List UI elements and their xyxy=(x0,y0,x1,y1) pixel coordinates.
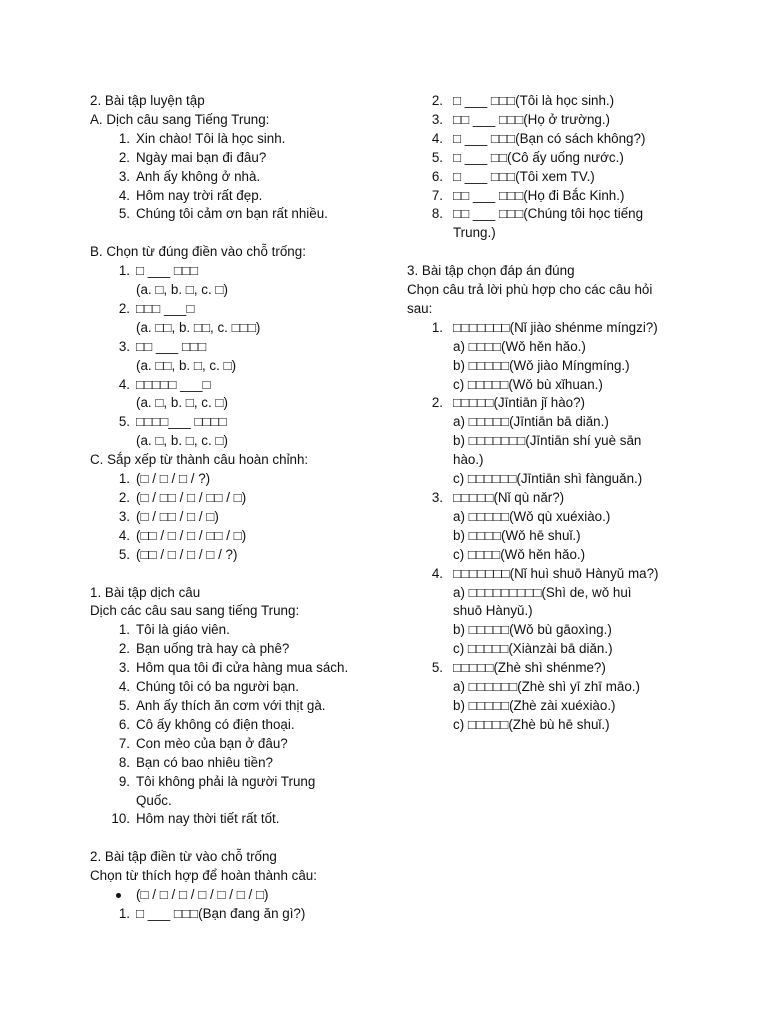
list-item: 2. □□□ ___□ (a. □□, b. □□, c. □□□) xyxy=(118,300,261,335)
list-item: 10. Hôm nay thời tiết rất tốt. xyxy=(111,811,280,827)
answer-option-cont: shuō Hànyǔ.) xyxy=(453,603,533,619)
list-item: 2. Ngày mai bạn đi đâu? xyxy=(118,149,267,165)
answer-option-cont: hào.) xyxy=(453,452,484,468)
section-a-subtitle: A. Dịch câu sang Tiếng Trung: xyxy=(90,111,270,127)
list-item: 5. (□□ / □ / □ / □ / ?) xyxy=(118,546,238,562)
section-e-subtitle: Chọn từ thích hợp để hoàn thành câu: xyxy=(90,868,317,884)
section-b-title: B. Chọn từ đúng điền vào chỗ trống: xyxy=(90,244,306,260)
mc-question: 5. □□□□□(Zhè shì shénme?) a) □□□□□□(Zhè shì yī zhī māo.) b) □□□□□(Zhè zài xuéxiào.) c) □□□□□(Zhè bù hē shuǐ.) xyxy=(407,659,697,735)
list-item: 4. □ ___ □□□(Bạn có sách không?) xyxy=(431,130,646,146)
answer-option: b) □□□□(Wǒ hē shuǐ.) xyxy=(453,527,581,543)
section-mc-subtitle: Chọn câu trả lời phù hợp cho các câu hỏi xyxy=(407,282,653,298)
list-item: 5. □□□□___ □□□□ (a. □, b. □, c. □) xyxy=(118,414,228,449)
mc-question: 3. □□□□□(Nǐ qù nǎr?) a) □□□□□(Wǒ qù xuéxiào.) b) □□□□(Wǒ hē shuǐ.) c) □□□□(Wǒ hěn hǎo.) xyxy=(407,489,697,565)
mc-question: 4. □□□□□□□(Nǐ huì shuō Hànyǔ ma?) a) □□□□□□□□□(Shì de, wǒ huì shuō Hànyǔ.) b) □□□□□(Wǒ bù gāoxìng.) c) □□□□□(Xiànzài bā diǎn.) xyxy=(407,565,697,660)
section-e-title: 2. Bài tập điền từ vào chỗ trống xyxy=(90,849,277,865)
mc-question: 2. □□□□□(Jīntiān jǐ hào?) a) □□□□□(Jīntiān bā diǎn.) b) □□□□□□□(Jīntiān shí yuè sān hào.) c) □□□□□□(Jīntiān shì fànguǎn.) xyxy=(407,394,697,489)
list-item: 2. (□ / □□ / □ / □□ / □) xyxy=(118,490,247,506)
list-item: 1. □ ___ □□□ (a. □, b. □, c. □) xyxy=(118,263,228,298)
answer-option: c) □□□□□(Wǒ bù xǐhuan.) xyxy=(453,376,603,392)
list-item: 3. Hôm qua tôi đi cửa hàng mua sách. xyxy=(118,660,349,676)
list-item: 2. □ ___ □□□(Tôi là học sinh.) xyxy=(431,93,615,108)
list-item: 8. □□ ___ □□□(Chúng tôi học tiếng Trung.) xyxy=(431,206,644,241)
answer-option: b) □□□□□(Wǒ bù gāoxìng.) xyxy=(453,622,612,638)
answer-option: b) □□□□□(Wǒ jiào Míngmíng.) xyxy=(453,357,630,373)
mc-question: 1. □□□□□□□(Nǐ jiào shénme míngzi?) a) □□□□(Wǒ hěn hǎo.) b) □□□□□(Wǒ jiào Míngmíng.) c) □□□□□(Wǒ bù xǐhuan.) xyxy=(407,319,697,395)
section-d-title: 1. Bài tập dịch câu xyxy=(90,584,201,600)
list-item: 8. Bạn có bao nhiêu tiền? xyxy=(118,754,273,770)
answer-option: c) □□□□(Wǒ hěn hǎo.) xyxy=(453,546,586,562)
list-item: 3. Anh ấy không ở nhà. xyxy=(118,168,261,184)
left-column xyxy=(90,92,390,924)
answer-option: b) □□□□□(Zhè zài xuéxiào.) xyxy=(453,697,616,713)
section-b-list xyxy=(90,262,390,451)
answer-option: c) □□□□□□(Jīntiān shì fànguǎn.) xyxy=(453,471,643,487)
answer-option: a) □□□□(Wǒ hěn hǎo.) xyxy=(453,338,586,354)
list-item: 1. (□ / □ / □ / ?) xyxy=(118,471,211,487)
list-item: 4. Chúng tôi có ba người bạn. xyxy=(118,679,299,695)
list-item: 3. (□ / □□ / □ / □) xyxy=(118,508,219,524)
list-item: 5. Anh ấy thích ăn cơm với thịt gà. xyxy=(118,697,326,713)
list-item: 1. □ ___ □□□(Bạn đang ăn gì?) xyxy=(118,905,306,921)
list-item: 6. □ ___ □□□(Tôi xem TV.) xyxy=(431,168,595,184)
list-item: 1. Xin chào! Tôi là học sinh. xyxy=(118,130,286,146)
answer-option: b) □□□□□□□(Jīntiān shí yuè sān xyxy=(453,433,642,449)
list-item: 3. □□ ___ □□□ (a. □□, b. □, c. □) xyxy=(118,338,237,373)
list-item: 2. Bạn uống trà hay cà phê? xyxy=(118,641,290,657)
answer-option: a) □□□□□□□□□(Shì de, wǒ huì xyxy=(453,584,632,600)
section-a-title: 2. Bài tập luyện tập xyxy=(90,93,205,108)
bullet-item: (□ / □ / □ / □ / □ / □ / □) xyxy=(90,886,390,905)
answer-option: a) □□□□□(Jīntiān bā diǎn.) xyxy=(453,414,609,430)
list-item: 6. Cô ấy không có điện thoại. xyxy=(118,716,295,732)
list-item: 9. Tôi không phải là người Trung Quốc. xyxy=(118,773,316,808)
section-c-title: C. Sắp xếp từ thành câu hoàn chỉnh: xyxy=(90,452,309,468)
list-item: 5. Chúng tôi cảm ơn bạn rất nhiều. xyxy=(118,206,328,222)
answer-option: c) □□□□□(Zhè bù hē shuǐ.) xyxy=(453,716,610,732)
bullet-icon xyxy=(116,893,121,898)
answer-option: c) □□□□□(Xiànzài bā diǎn.) xyxy=(453,641,613,657)
list-item: 5. □ ___ □□(Cô ấy uống nước.) xyxy=(431,149,624,165)
answer-option: a) □□□□□□(Zhè shì yī zhī māo.) xyxy=(453,679,640,695)
section-a-list xyxy=(90,130,390,225)
section-mc-subtitle-cont: sau: xyxy=(407,300,433,316)
list-item: 3. □□ ___ □□□(Họ ở trường.) xyxy=(431,111,611,127)
section-e-list xyxy=(90,905,390,924)
list-item: 7. □□ ___ □□□(Họ đi Bắc Kinh.) xyxy=(431,187,625,203)
section-d-list xyxy=(90,621,390,829)
answer-option: a) □□□□□(Wǒ qù xuéxiào.) xyxy=(453,508,611,524)
fill-list-continued xyxy=(407,92,697,243)
right-column xyxy=(407,92,697,735)
section-d-subtitle: Dịch các câu sau sang tiếng Trung: xyxy=(90,603,300,619)
section-mc-title: 3. Bài tập chọn đáp án đúng xyxy=(407,263,575,279)
mc-list xyxy=(407,319,697,735)
list-item: 4. Hôm nay trời rất đẹp. xyxy=(118,187,263,203)
list-item: 4. □□□□□ ___□ (a. □, b. □, c. □) xyxy=(118,376,228,411)
section-e-bullets xyxy=(90,886,390,905)
section-c-list xyxy=(90,470,390,565)
list-item: 1. Tôi là giáo viên. xyxy=(118,622,230,638)
list-item: 7. Con mèo của bạn ở đâu? xyxy=(118,735,288,751)
list-item: 4. (□□ / □ / □ / □□ / □) xyxy=(118,527,247,543)
